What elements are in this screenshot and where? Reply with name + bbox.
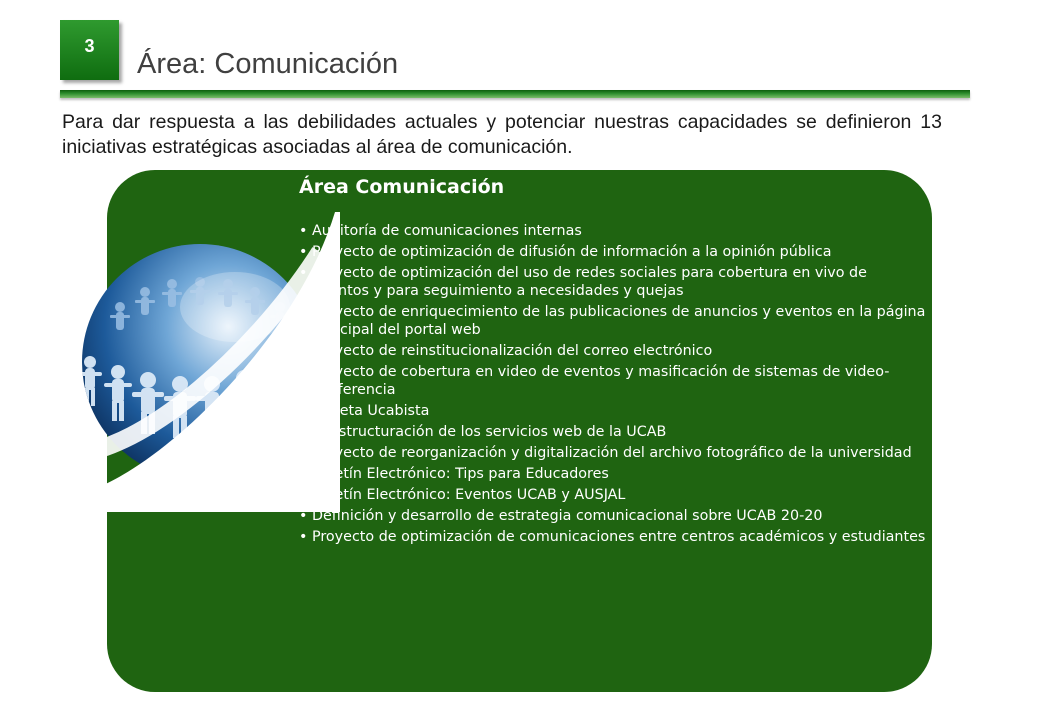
list-item-text: Boletín Electrónico: Eventos UCAB y AUSJAL (312, 487, 626, 503)
list-item (298, 528, 928, 546)
globe-illustration (50, 212, 340, 512)
list-item (298, 507, 928, 525)
list-item (298, 243, 928, 261)
initiatives-list (298, 222, 928, 549)
bullet-icon: • (299, 265, 308, 281)
bullet-icon: • (299, 343, 308, 359)
people-globe-icon (50, 212, 340, 512)
list-item-text: Proyecto de optimización del uso de redes sociales para cobertura en vivo de eventos y para seguimiento a necesidades y quejas (312, 265, 867, 299)
list-item (298, 342, 928, 360)
bullet-icon: • (299, 466, 308, 482)
list-item-text: Gaceta Ucabista (312, 403, 430, 419)
bullet-icon: • (299, 424, 308, 440)
bullet-icon: • (299, 364, 308, 380)
list-item-text: Proyecto de enriquecimiento de las publicaciones de anuncios y eventos en la página principal del portal web (312, 304, 926, 338)
list-item-text: Proyecto de optimización de difusión de información a la opinión pública (312, 244, 832, 260)
list-item-text: Proyecto de reorganización y digitalización del archivo fotográfico de la universidad (312, 445, 912, 461)
bullet-icon: • (299, 223, 308, 239)
bullet-icon: • (299, 508, 308, 524)
bullet-icon: • (299, 244, 308, 260)
list-item (298, 303, 928, 339)
list-item-text: Proyecto de cobertura en video de eventos y masificación de sistemas de video-conferencia (312, 364, 890, 398)
list-item (298, 264, 928, 300)
panel-title: Área Comunicación (299, 176, 505, 198)
list-item-text: Reestructuración de los servicios web de la UCAB (312, 424, 667, 440)
list-item (298, 222, 928, 240)
page-title: Área: Comunicación (137, 48, 399, 80)
bullet-icon: • (299, 403, 308, 419)
slide-number-badge (60, 20, 119, 80)
list-item-text: Definición y desarrollo de estrategia comunicacional sobre UCAB 20-20 (312, 508, 823, 524)
bullet-icon: • (299, 487, 308, 503)
list-item-text: Auditoría de comunicaciones internas (312, 223, 582, 239)
list-item (298, 486, 928, 504)
bullet-icon: • (299, 304, 308, 320)
bullet-icon: • (299, 445, 308, 461)
list-item (298, 423, 928, 441)
slide-number: 3 (84, 35, 95, 56)
list-item (298, 402, 928, 420)
list-item (298, 363, 928, 399)
intro-paragraph: Para dar respuesta a las debilidades actuales y potenciar nuestras capacidades se definieron 13 iniciativas estratégicas asociadas al área de comunicación. (62, 111, 942, 158)
list-item-text: Proyecto de reinstitucionalización del correo electrónico (312, 343, 713, 359)
list-item-text: Proyecto de optimización de comunicaciones entre centros académicos y estudiantes (312, 529, 926, 545)
bullet-icon: • (299, 529, 308, 545)
list-item-text: Boletín Electrónico: Tips para Educadores (312, 466, 609, 482)
list-item (298, 465, 928, 483)
title-divider (60, 90, 970, 98)
list-item (298, 444, 928, 462)
